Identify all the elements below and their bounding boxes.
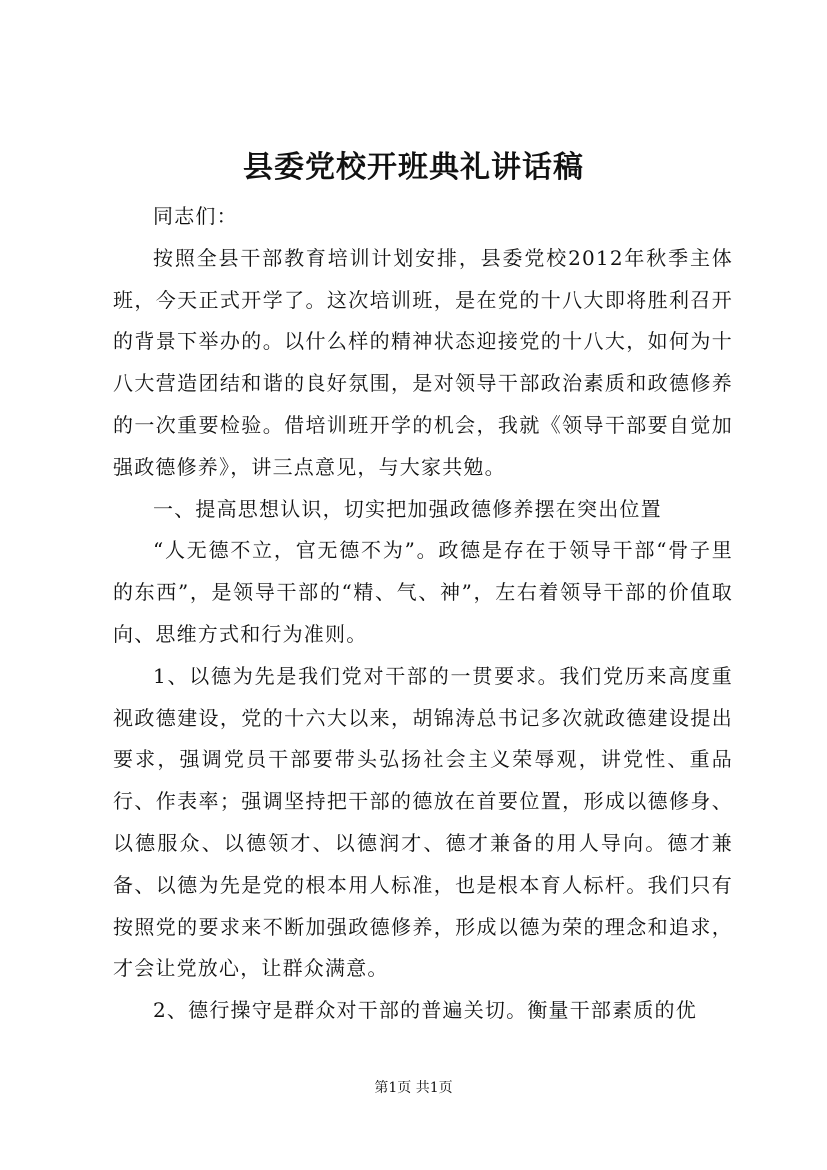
body-paragraph: 1、以德为先是我们党对干部的一贯要求。我们党历来高度重视政德建设，党的十六大以来，胡锦涛总书记多次就政德建设提出要求，强调党员干部要带头弘扬社会主义荣辱观，讲党性、重品行、作表率；强调坚持把干部的德放在首要位置，形成以德修身、以德服众、以德领才、以德润才、德才兼备的用人导向。德才兼备、以德为先是党的根本用人标准，也是根本育人标杆。我们只有按照党的要求来不断加强政德修养，形成以德为荣的理念和追求，才会让党放心，让群众满意。 [113,663,733,981]
salutation-paragraph: 同志们： [153,204,238,228]
body-paragraph: “人无德不立，官无德不为”。政德是存在于领导干部“骨子里的东西”，是领导干部的“精、气、神”，左右着领导干部的价值取向、思维方式和行为准则。 [113,538,733,646]
body-paragraph: 2、德行操守是群众对干部的普遍关切。衡量干部素质的优 [153,998,697,1023]
document-body [113,196,733,1032]
document-title: 县委党校开班典礼讲话稿 [243,150,584,185]
page-footer: 第1页 共1页 [374,1080,453,1096]
intro-paragraph: 按照全县干部教育培训计划安排，县委党校2012年秋季主体班，今天正式开学了。这次培训班，是在党的十八大即将胜利召开的背景下举办的。以什么样的精神状态迎接党的十八大，如何为十八大营造团结和谐的良好氛围，是对领导干部政治素质和政德修养的一次重要检验。借培训班开学的机会，我就《领导干部要自觉加强政德修养》，讲三点意见，与大家共勉。 [113,245,733,479]
section-heading-1: 一、提高思想认识，切实把加强政德修养摆在突出位置 [153,496,662,521]
